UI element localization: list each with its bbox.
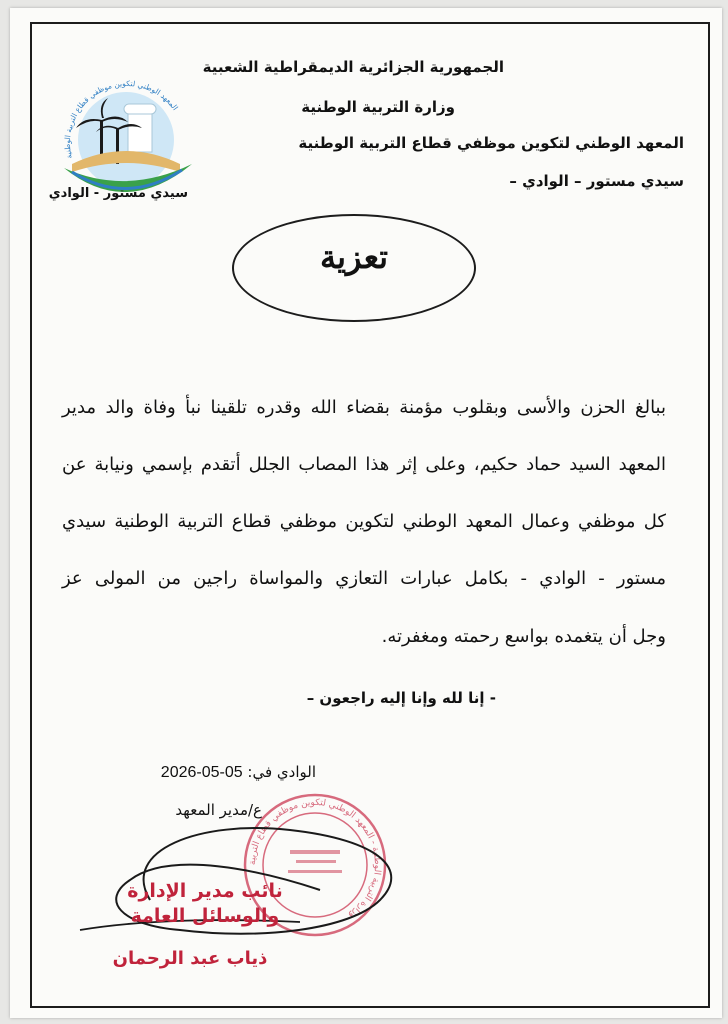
deputy-title-line-2: والوسائل العامة [130,905,280,927]
header-location: سيدي مستور – الوادي – [509,172,684,190]
header-country: الجمهورية الجزائرية الديمقراطية الشعبية [202,58,504,76]
body-line-3: كل موظفي وعمال المعهد الوطني لتكوين موظفي قطاع التربية الوطنية سيدي [62,511,666,532]
stamp-ring-text: وزارة التربية الوطنية - المعهد الوطني لتكوين موظفي قطاع التربية [247,797,383,921]
deputy-name: ذياب عبد الرحمان [112,948,268,969]
logo-ring-text: المعهد الوطني لتكوين موظفي قطاع التربية الوطنية [62,78,180,160]
body-line-4: مستور - الوادي - بكامل عبارات التعازي والمواساة راجين من المولى عز [62,568,666,589]
header-institute: المعهد الوطني لتكوين موظفي قطاع التربية الوطنية [298,134,684,152]
body-line-1: ببالغ الحزن والأسى وبقلوب مؤمنة بقضاء الله وقدره تلقينا نبأ وفاة والد مدير [62,397,666,418]
handwritten-signature [60,780,460,960]
document-title: تعزية [319,238,389,276]
body-line-5: وجل أن يتغمده بواسع رحمته ومغفرته. [381,626,666,647]
date-value: 2026-05-05 [160,764,243,781]
closing-phrase: - إنا لله وإنا إليه راجعون – [306,689,496,707]
logo-tower-icon [128,112,152,152]
logo-caption: سيدي مستور - الوادي [48,186,188,201]
date-label: الوادي في: [247,763,316,781]
body-line-2: المعهد السيد حماد حكيم، وعلى إثر هذا المصاب الجلل أتقدم بإسمي ونيابة عن [62,454,666,475]
header-ministry: وزارة التربية الوطنية [301,98,455,116]
deputy-title-line-1: نائب مدير الإدارة [127,880,283,902]
signatory-title: ع/مدير المعهد [175,801,262,819]
